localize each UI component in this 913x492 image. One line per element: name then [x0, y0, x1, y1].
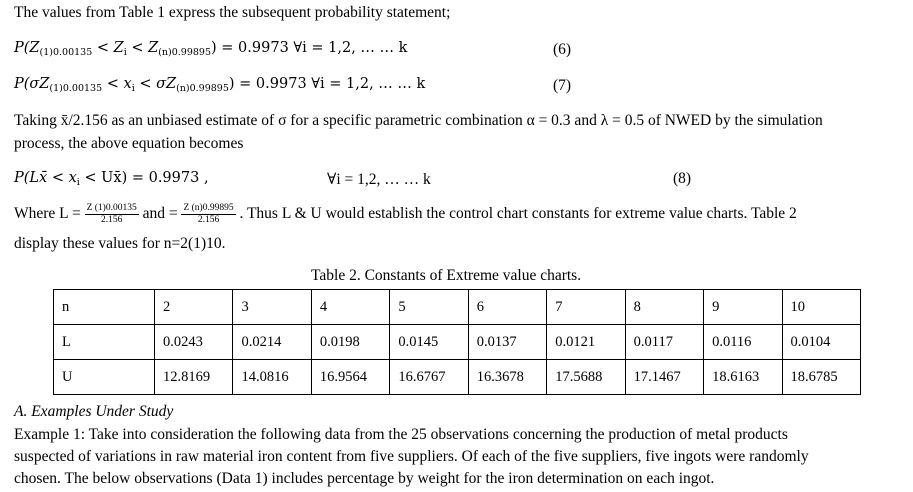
- where-line-2: display these values for n=2(1)10.: [14, 235, 226, 252]
- equation-7: $P(\sigma Z_{(1)0.00135} < x_i < \sigma Z_{(n)0.99895}) = 0.9973$ ∀i = 1,2, … … k: [14, 76, 426, 94]
- table-cell: 2: [155, 290, 233, 325]
- equation-8: P(Lx̄ < $x_i$ < Ux̄) = 0.9973 ,: [14, 170, 209, 188]
- equation-8-condition: ∀i = 1,2, … … k: [327, 171, 431, 188]
- table-cell: 4: [311, 290, 389, 325]
- table-cell: 14.0816: [233, 360, 311, 395]
- table-cell: 6: [468, 290, 546, 325]
- example-line-1: Example 1: Take into consideration the following data from the 25 observations concerning the production of metal products: [14, 426, 788, 443]
- paragraph-estimate-line-1: Taking x̄/2.156 as an unbiased estimate of σ for a specific parametric combination α = 0.3 and λ = 0.5 of NWED by the simulation: [14, 112, 823, 129]
- table-cell: 3: [233, 290, 311, 325]
- row-label: n: [54, 290, 155, 325]
- table-cell: 0.0145: [390, 325, 468, 360]
- equation-7-number: (7): [553, 77, 572, 94]
- table-cell: 0.0121: [547, 325, 625, 360]
- table-cell: 17.1467: [625, 360, 703, 395]
- table-cell: 16.9564: [311, 360, 389, 395]
- equation-8-number: (8): [673, 170, 692, 187]
- table-cell: 7: [547, 290, 625, 325]
- equation-6: $P(Z_{(1)0.00135} < Z_i < Z_{(n)0.99895}) = 0.9973$ ∀i = 1,2, … … k: [14, 40, 408, 58]
- table-cell: 0.0198: [311, 325, 389, 360]
- table-cell: 0.0116: [704, 325, 782, 360]
- table-row-u: [54, 360, 861, 395]
- fraction-l: $\frac{Z (1)0.00135}{2.156}$: [86, 203, 137, 225]
- table-row-n: [54, 290, 861, 325]
- table-cell: 16.3678: [468, 360, 546, 395]
- intro-text: The values from Table 1 express the subsequent probability statement;: [14, 4, 451, 21]
- example-line-2: suspected of variations in raw material iron content from five suppliers. Of each of the five suppliers, five ingots were randomly: [14, 448, 809, 465]
- table-cell: 12.8169: [155, 360, 233, 395]
- table-cell: 8: [625, 290, 703, 325]
- table-cell: 16.6767: [390, 360, 468, 395]
- fraction-u: $\frac{Z (n)0.99895}{2.156}$: [183, 203, 234, 225]
- table-cell: 0.0214: [233, 325, 311, 360]
- table-cell: 0.0243: [155, 325, 233, 360]
- table-cell: 9: [704, 290, 782, 325]
- table-cell: 10: [782, 290, 861, 325]
- row-label: U: [54, 360, 155, 395]
- where-definition: Where L = $\frac{Z (1)0.00135}{2.156}$ and = $\frac{Z (n)0.99895}{2.156}$ . Thus L & U would establish the control chart constants for extreme value charts. Table 2: [14, 203, 797, 225]
- table-cell: 17.5688: [547, 360, 625, 395]
- row-label: L: [54, 325, 155, 360]
- example-line-3: chosen. The below observations (Data 1) includes percentage by weight for the iron determination on each ingot.: [14, 470, 715, 487]
- section-heading: A. Examples Under Study: [14, 403, 174, 420]
- paragraph-estimate-line-2: process, the above equation becomes: [14, 135, 244, 152]
- constants-table: [53, 289, 861, 395]
- table-cell: 0.0137: [468, 325, 546, 360]
- table-row-l: [54, 325, 861, 360]
- equation-6-number: (6): [553, 41, 572, 58]
- table-cell: 0.0117: [625, 325, 703, 360]
- table-caption: Table 2. Constants of Extreme value charts.: [311, 267, 582, 284]
- table-cell: 18.6785: [782, 360, 861, 395]
- table-cell: 0.0104: [782, 325, 861, 360]
- table-cell: 18.6163: [704, 360, 782, 395]
- table-cell: 5: [390, 290, 468, 325]
